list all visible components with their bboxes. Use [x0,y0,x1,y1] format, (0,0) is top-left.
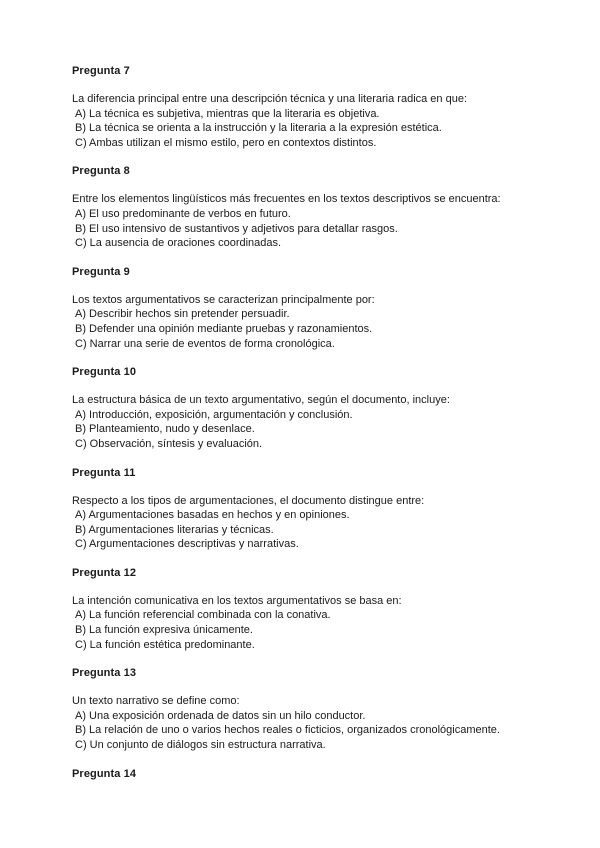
question-13 [72,666,542,752]
question-stem: Un texto narrativo se define como: [72,695,240,708]
document-page [72,64,542,795]
question-12 [72,566,542,652]
option-b: B) Argumentaciones literarias y técnicas. [75,523,274,536]
option-c: C) Narrar una serie de eventos de forma cronológica. [75,337,335,350]
question-10 [72,365,542,451]
question-title: Pregunta 8 [72,165,130,178]
option-a: A) Introducción, exposición, argumentación y conclusión. [75,408,353,421]
question-title: Pregunta 14 [72,767,137,780]
question-title: Pregunta 11 [72,466,136,479]
option-c: C) Un conjunto de diálogos sin estructura narrativa. [75,739,326,752]
question-stem: Los textos argumentativos se caracterizan principalmente por: [72,293,375,306]
question-title: Pregunta 13 [72,667,137,680]
option-a: A) Describir hechos sin pretender persuadir. [75,308,290,321]
question-stem: Respecto a los tipos de argumentaciones, el documento distingue entre: [72,494,425,507]
question-8 [72,164,542,250]
option-a: A) La función referencial combinada con la conativa. [75,609,331,622]
option-c: C) Ambas utilizan el mismo estilo, pero en contextos distintos. [75,136,377,149]
option-c: C) La función estética predominante. [75,638,255,651]
question-7 [72,64,542,150]
option-a: A) El uso predominante de verbos en futuro. [75,207,291,220]
question-title: Pregunta 9 [72,265,130,278]
option-a: A) Argumentaciones basadas en hechos y en opiniones. [75,509,350,522]
question-9 [72,265,542,351]
question-title: Pregunta 10 [72,366,137,379]
option-c: C) La ausencia de oraciones coordinadas. [75,237,282,250]
option-a: A) La técnica es subjetiva, mientras que la literaria es objetiva. [75,107,380,120]
option-b: B) La función expresiva únicamente. [75,624,253,637]
question-11 [72,466,542,552]
question-stem: La diferencia principal entre una descripción técnica y una literaria radica en que: [72,93,468,105]
question-14 [72,767,542,781]
question-stem: La intención comunicativa en los textos argumentativos se basa en: [72,594,402,607]
option-c: C) Observación, síntesis y evaluación. [75,437,263,450]
option-a: A) Una exposición ordenada de datos sin un hilo conductor. [75,709,366,722]
option-b: B) Planteamiento, nudo y desenlace. [75,423,255,436]
option-b: B) Defender una opinión mediante pruebas y razonamientos. [75,322,373,335]
question-stem: La estructura básica de un texto argumentativo, según el documento, incluye: [72,394,450,407]
question-title: Pregunta 7 [72,65,130,77]
option-b: B) El uso intensivo de sustantivos y adjetivos para detallar rasgos. [75,222,398,235]
option-b: B) La técnica se orienta a la instrucción y la literaria a la expresión estética. [75,122,442,135]
option-b: B) La relación de uno o varios hechos reales o ficticios, organizados cronológicamente. [75,724,500,737]
question-title: Pregunta 12 [72,566,137,579]
question-stem: Entre los elementos lingüísticos más frecuentes en los textos descriptivos se encuentra: [72,193,501,206]
option-c: C) Argumentaciones descriptivas y narrativas. [75,538,299,551]
